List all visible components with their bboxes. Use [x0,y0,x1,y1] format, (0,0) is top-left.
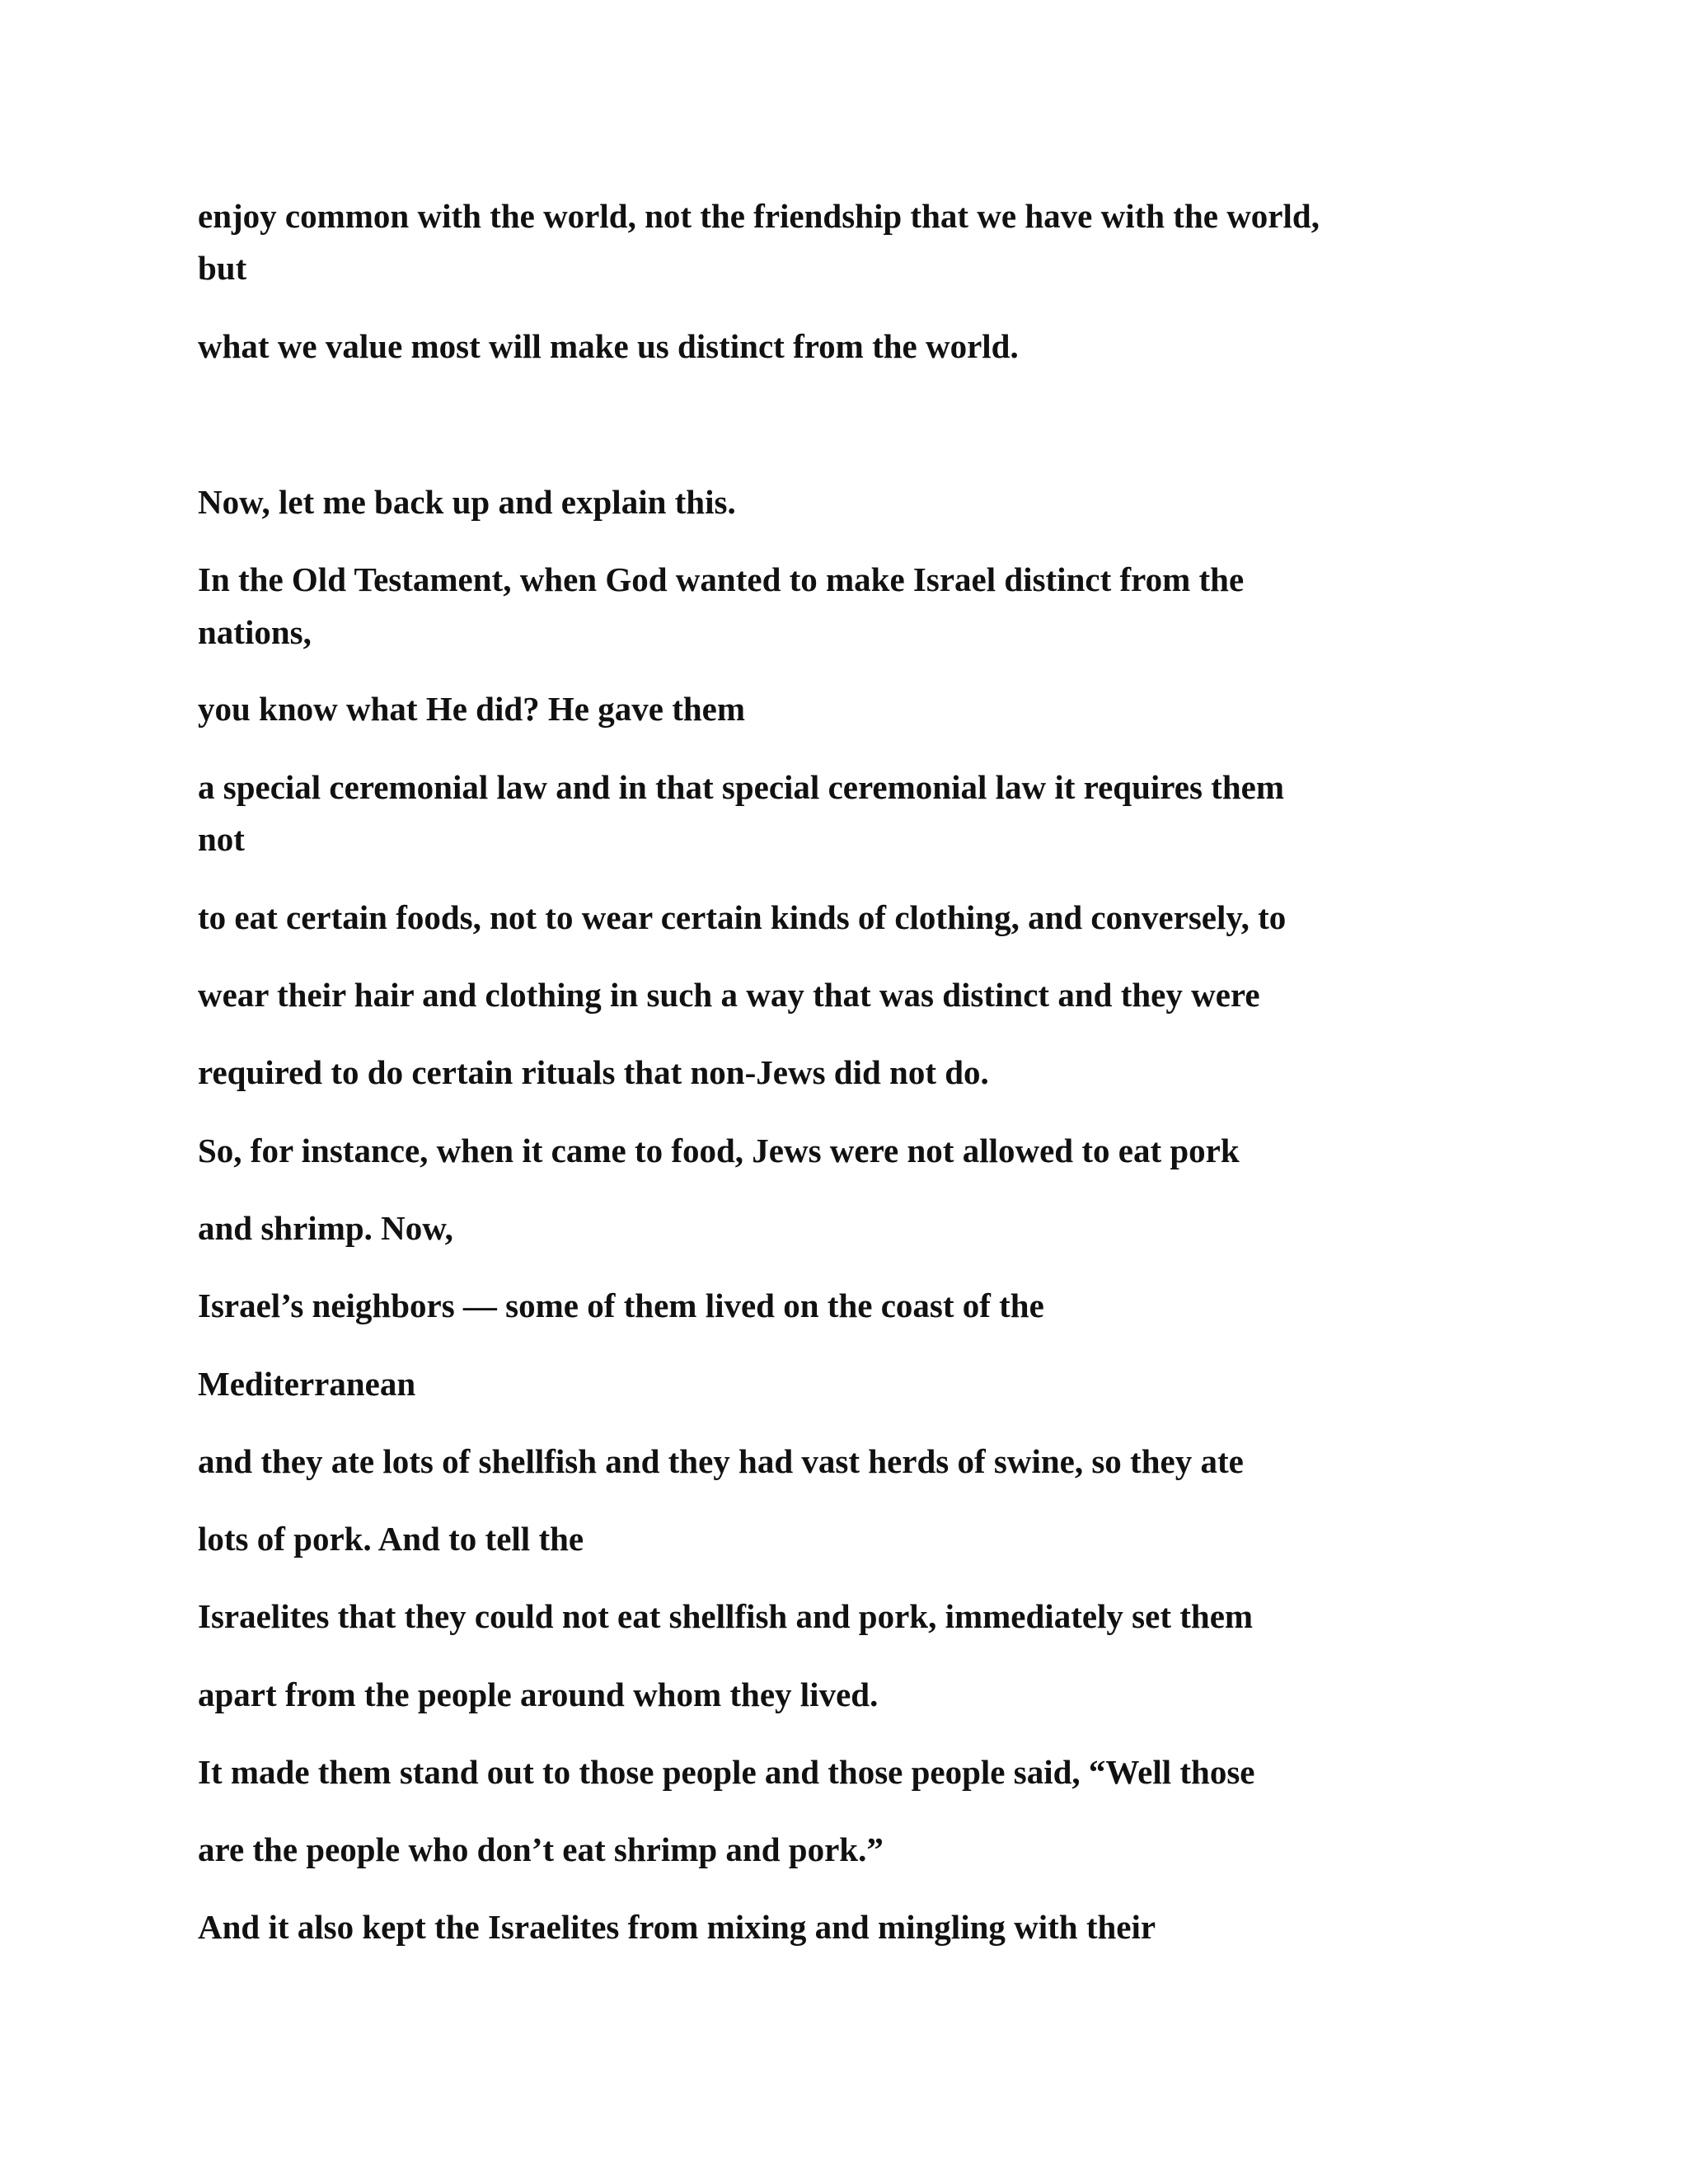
text-line: a special ceremonial law and in that special ceremonial law it requires them [198,768,1284,806]
text-line: So, for instance, when it came to food, Jews were not allowed to eat pork [198,1132,1240,1169]
text-line: apart from the people around whom they lived. [198,1675,879,1713]
text-line: wear their hair and clothing in such a way that was distinct and they were [198,976,1260,1014]
text-line: It made them stand out to those people and those people said, “Well those [198,1753,1255,1791]
text-line: Now, let me back up and explain this. [198,483,736,521]
text-line: to eat certain foods, not to wear certain kinds of clothing, and conversely, to [198,898,1287,936]
text-line: lots of pork. And to tell the [198,1520,584,1558]
text-line: required to do certain rituals that non-Jews did not do. [198,1053,989,1091]
text-line: are the people who don’t eat shrimp and pork.” [198,1830,884,1868]
text-line: Mediterranean [198,1365,416,1403]
text-line: Israelites that they could not eat shellfish and pork, immediately set them [198,1597,1254,1635]
text-line: In the Old Testament, when God wanted to make Israel distinct from the [198,560,1245,598]
text-line: And it also kept the Israelites from mixing and mingling with their [198,1908,1156,1946]
text-line: and they ate lots of shellfish and they had vast herds of swine, so they ate [198,1442,1244,1480]
text-line: what we value most will make us distinct from the world. [198,327,1019,365]
text-line: you know what He did? He gave them [198,690,746,728]
text-line: and shrimp. Now, [198,1209,453,1247]
text-line: not [198,820,245,858]
text-line: nations, [198,613,312,651]
text-line: but [198,249,247,287]
text-line: enjoy common with the world, not the friendship that we have with the world, [198,197,1320,235]
text-line: Israel’s neighbors — some of them lived on the coast of the [198,1286,1044,1324]
